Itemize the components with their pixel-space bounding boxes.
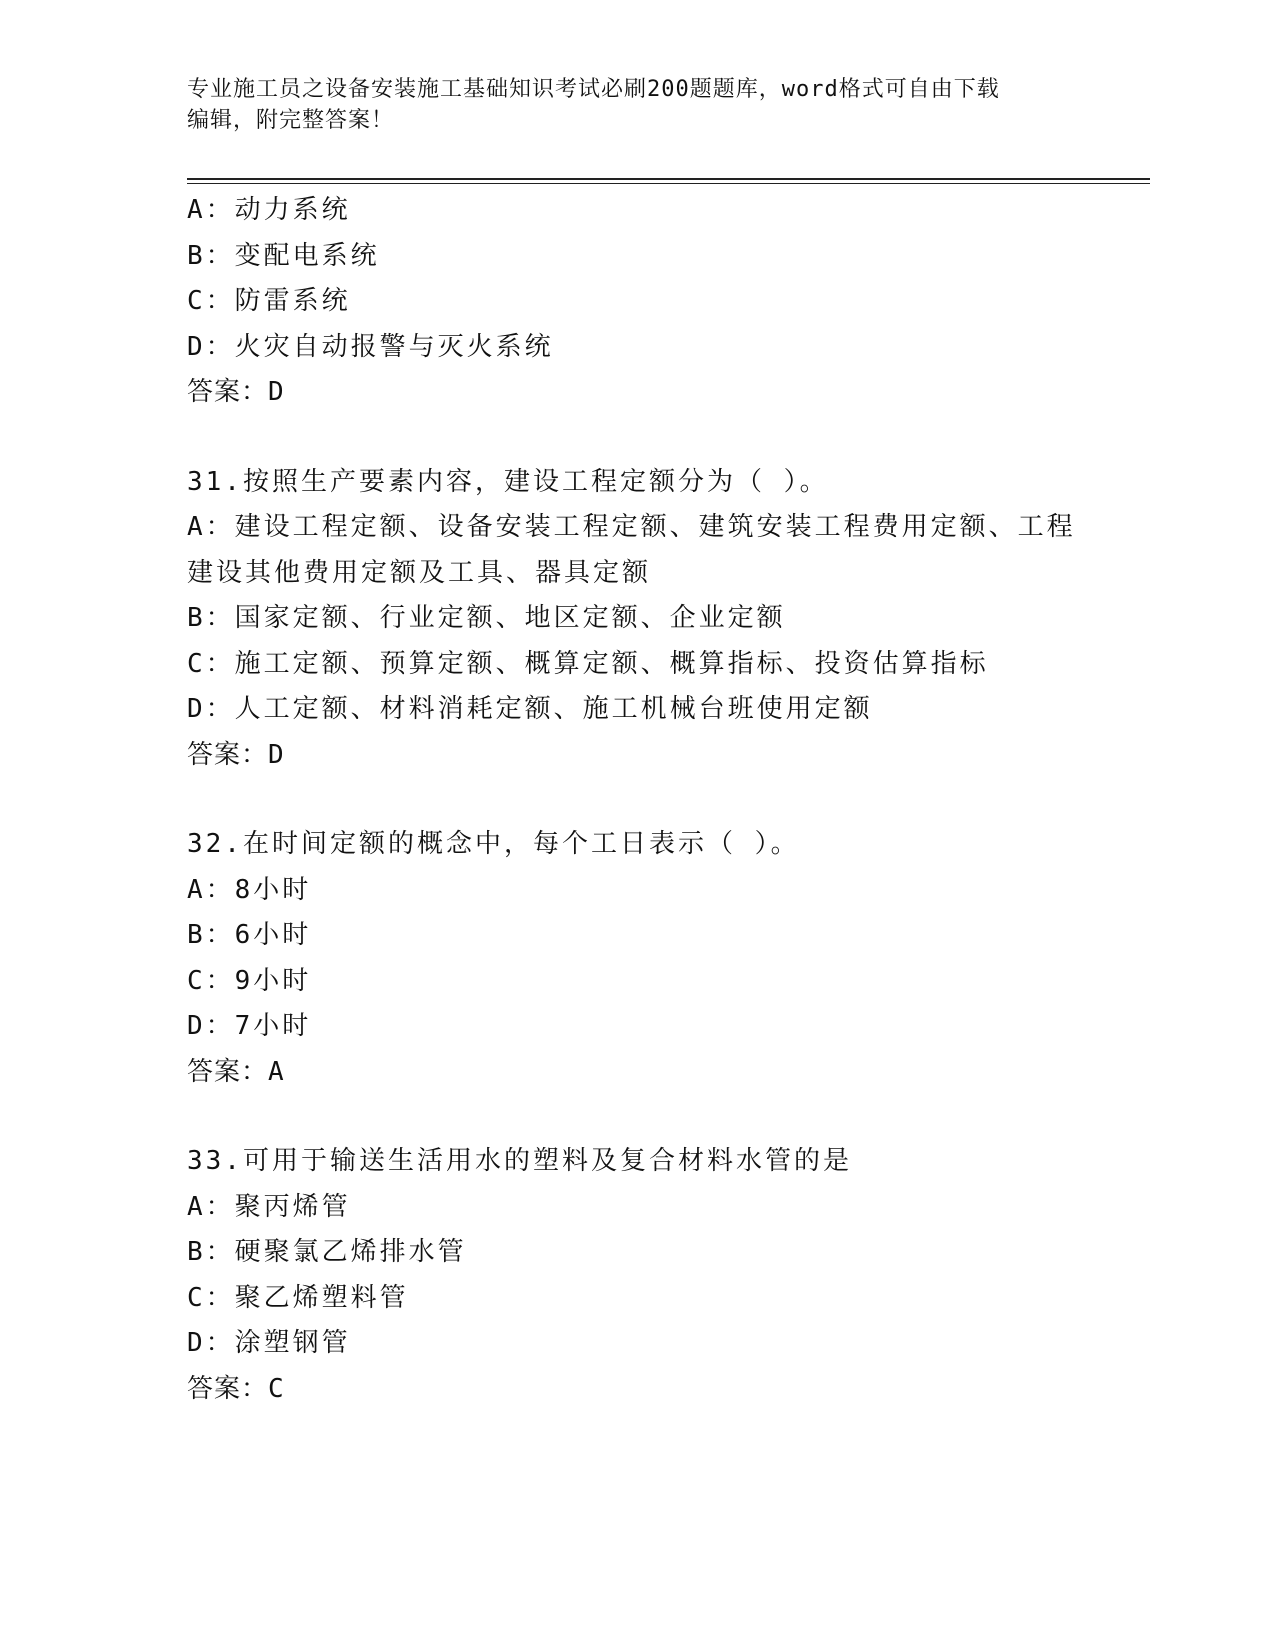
option-d: D：涂塑钢管 (187, 1328, 351, 1358)
answer-value: D (268, 739, 285, 770)
question-list (187, 188, 1087, 1412)
spacer (187, 778, 1087, 822)
option-a: A：聚丙烯管 (187, 1191, 351, 1222)
answer-label: 答案： (187, 1056, 269, 1087)
header-divider-thin (187, 183, 1150, 184)
header-divider-thick (187, 178, 1150, 180)
option-d: D：7小时 (187, 1011, 312, 1041)
answer-value: C (268, 1373, 285, 1404)
answer-label: 答案： (187, 377, 269, 407)
option-d: D：人工定额、材料消耗定额、施工机械台班使用定额 (187, 694, 873, 724)
answer-line (187, 733, 1087, 779)
answer-line (187, 1050, 1087, 1096)
option-b: B：变配电系统 (187, 240, 380, 271)
answer-label: 答案： (187, 1373, 269, 1404)
answer-value: D (268, 377, 285, 407)
spacer (187, 1095, 1087, 1139)
question-block-32 (187, 822, 1087, 1095)
option-c: C：9小时 (187, 965, 312, 996)
option-a: A：8小时 (187, 874, 312, 905)
spacer (187, 416, 1087, 460)
option-b: B：6小时 (187, 920, 312, 950)
question-stem: 31.按照生产要素内容，建设工程定额分为（ ）。 (187, 466, 829, 497)
option-c: C：聚乙烯塑料管 (187, 1282, 409, 1313)
option-a: A：动力系统 (187, 195, 351, 225)
question-block-30 (187, 188, 1087, 416)
answer-line (187, 1367, 1087, 1413)
option-a-line-1: A：建设工程定额、设备安装工程定额、建筑安装工程费用定额、工程 (187, 512, 1076, 542)
header-title-line-1: 专业施工员之设备安装施工基础知识考试必刷200题题库，word格式可自由下载 (187, 77, 1000, 102)
question-block-33 (187, 1139, 1087, 1412)
question-block-31 (187, 460, 1087, 779)
answer-value: A (268, 1056, 285, 1087)
option-b: B：硬聚氯乙烯排水管 (187, 1237, 467, 1267)
answer-line (187, 370, 1087, 416)
option-b: B：国家定额、行业定额、地区定额、企业定额 (187, 603, 786, 633)
document-header (187, 74, 1067, 136)
question-stem: 32.在时间定额的概念中，每个工日表示（ ）。 (187, 829, 800, 859)
header-title-line-2: 编辑，附完整答案！ (187, 108, 395, 133)
answer-label: 答案： (187, 739, 269, 770)
question-stem: 33.可用于输送生活用水的塑料及复合材料水管的是 (187, 1146, 852, 1176)
option-c: C：防雷系统 (187, 286, 351, 316)
option-d: D：火灾自动报警与灭火系统 (187, 331, 554, 362)
option-c: C：施工定额、预算定额、概算定额、概算指标、投资估算指标 (187, 648, 989, 679)
option-a-line-2: 建设其他费用定额及工具、器具定额 (187, 557, 652, 588)
